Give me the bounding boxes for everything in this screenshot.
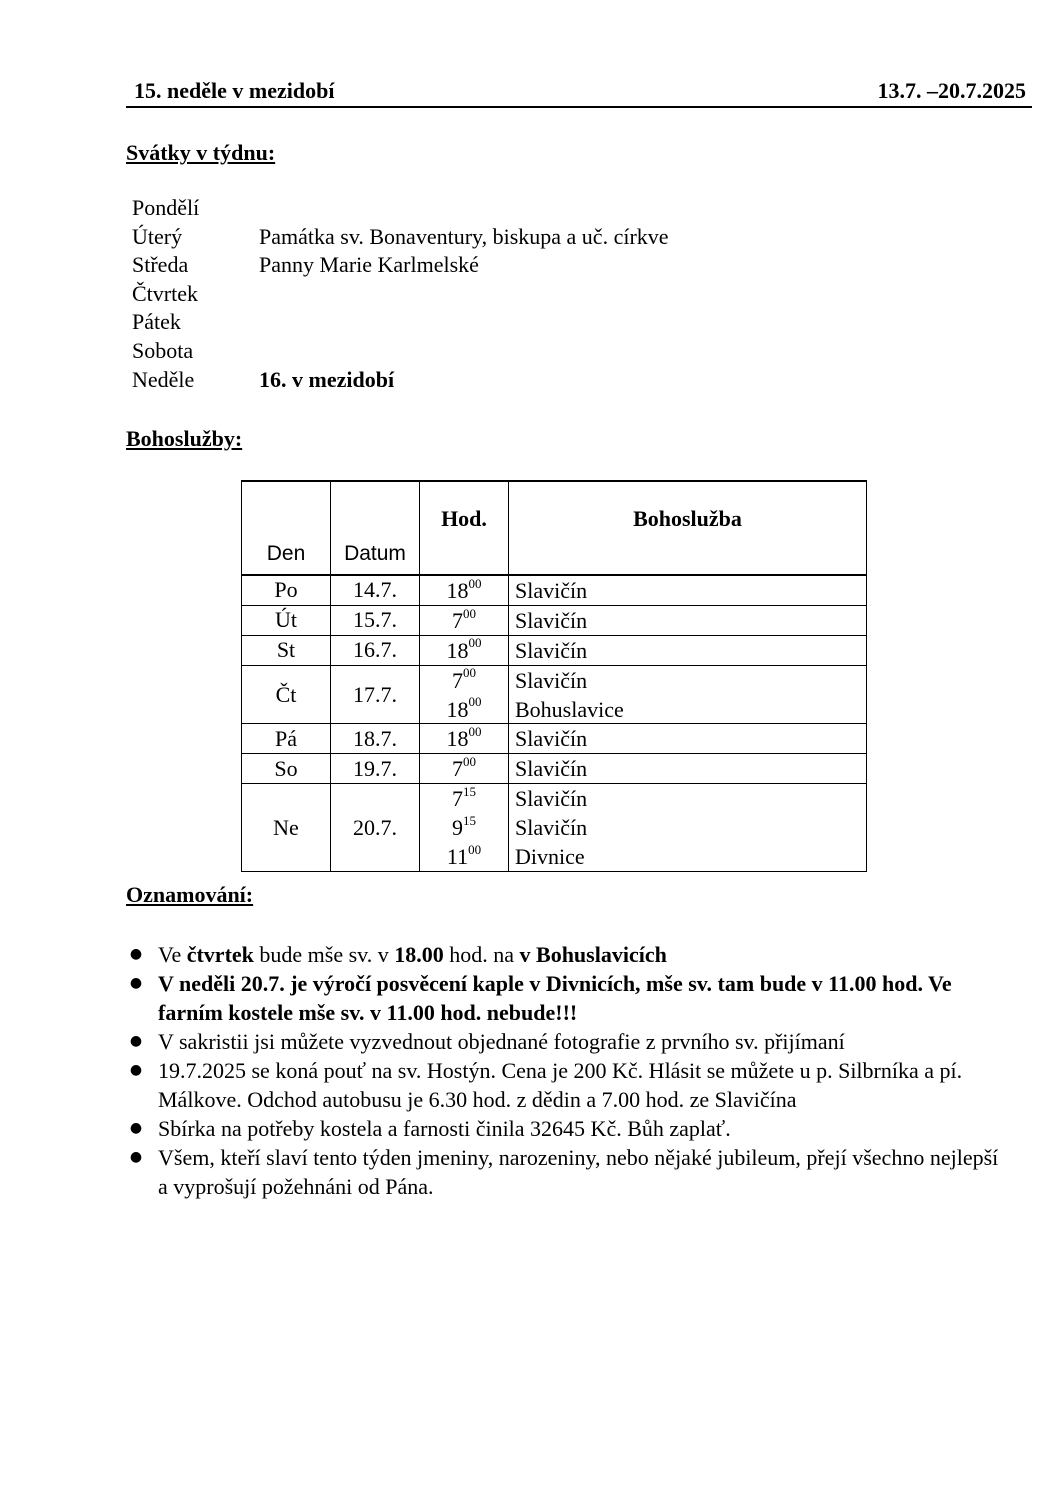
service-time — [420, 576, 508, 605]
cell-hod — [420, 605, 509, 635]
services-body — [242, 575, 867, 871]
service-minutes: 00 — [468, 635, 482, 651]
header-bohosluzba: Bohoslužba — [509, 481, 867, 575]
cell-datum: 15.7. — [331, 605, 420, 635]
announcement-text: Všem, kteří slaví tento týden jmeniny, narozeniny, nebo nějaké jubileum, přejí všechno nejlepší a vyprošují požehnáni od Pána. — [158, 1145, 999, 1199]
service-place: Slavičín — [515, 607, 588, 633]
table-row — [242, 605, 867, 635]
feasts-title: Svátky v týdnu: — [126, 140, 276, 165]
announcement-text: bude mše sv. v — [253, 942, 395, 967]
service-minutes: 00 — [468, 841, 482, 857]
feast-name: Památka sv. Bonaventury, biskupa a uč. církve — [259, 223, 669, 249]
service-hour: 7 — [452, 607, 463, 633]
service-time — [420, 636, 508, 665]
header-hod: Hod. — [420, 481, 509, 575]
cell-datum: 18.7. — [331, 724, 420, 754]
page-title: 15. neděle v mezidobí — [134, 78, 335, 103]
service-hour: 9 — [452, 815, 463, 841]
cell-den: Pá — [242, 724, 331, 754]
announcement-text: V neděli 20.7. je výročí posvěcení kaple v Divnicích, mše sv. tam bude v 11.00 hod. Ve farním kostele mše sv. v 11.00 hod. nebude!!! — [158, 971, 952, 1025]
table-row — [242, 724, 867, 754]
cell-den: So — [242, 754, 331, 784]
table-row — [242, 665, 867, 724]
service-place: Slavičín — [515, 667, 588, 693]
service-place: Slavičín — [515, 578, 588, 603]
cell-bohosluzba — [509, 665, 867, 724]
cell-datum: 20.7. — [331, 784, 420, 872]
announcement-text: čtvrtek — [186, 942, 254, 967]
service-hour: 18 — [446, 696, 469, 722]
cell-hod — [420, 575, 509, 605]
table-row — [242, 784, 867, 872]
cell-den: St — [242, 635, 331, 665]
feast-row — [132, 337, 669, 366]
feast-row — [132, 194, 669, 223]
cell-den: Čt — [242, 665, 331, 724]
service-time — [420, 754, 508, 783]
feast-day: Středa — [132, 252, 189, 278]
service-minutes: 00 — [468, 724, 482, 740]
announcements-list — [126, 940, 1006, 1201]
list-item — [126, 1027, 1006, 1056]
service-time — [420, 784, 508, 813]
service-time — [420, 606, 508, 635]
service-hour: 7 — [452, 756, 463, 782]
bullet-icon: ● — [129, 1033, 143, 1049]
feast-day: Pondělí — [132, 195, 200, 220]
cell-hod — [420, 754, 509, 784]
service-hour: 18 — [446, 637, 469, 663]
page-header — [126, 76, 1032, 108]
service-time — [420, 813, 508, 842]
feast-name: 16. v mezidobí — [259, 366, 395, 392]
announcement-text: 19.7.2025 se koná pouť na sv. Hostýn. Cena je 200 Kč. Hlásit se můžete u p. Silbrníka a pí. Málkove. Odchod autobusu je 6.30 hod. z dědin a 7.00 hod. ze Slavičína — [158, 1058, 963, 1112]
bullet-icon: ● — [129, 975, 143, 991]
services-table — [241, 480, 867, 872]
cell-den: Ne — [242, 784, 331, 872]
cell-bohosluzba — [509, 754, 867, 784]
service-time — [420, 695, 508, 724]
service-hour: 7 — [452, 786, 463, 812]
service-place: Slavičín — [515, 786, 588, 812]
feast-day: Čtvrtek — [132, 280, 198, 306]
announcement-text: Sbírka na potřeby kostela a farnosti činila 32645 Kč. Bůh zaplať. — [158, 1116, 731, 1141]
announcement-text: 18.00 — [394, 942, 444, 967]
table-row — [242, 754, 867, 784]
service-place: Slavičín — [515, 637, 588, 663]
table-header-row — [242, 481, 867, 575]
service-minutes: 15 — [463, 812, 476, 828]
feast-row — [132, 223, 669, 252]
service-minutes: 15 — [463, 783, 476, 799]
bullet-icon: ● — [129, 1062, 143, 1078]
service-place: Slavičín — [515, 815, 588, 841]
table-row — [242, 635, 867, 665]
service-place: Slavičín — [515, 756, 588, 782]
feast-row — [132, 251, 669, 280]
table-row — [242, 575, 867, 605]
bullet-icon: ● — [129, 1149, 143, 1165]
cell-hod — [420, 724, 509, 754]
cell-datum: 19.7. — [331, 754, 420, 784]
list-item — [126, 940, 1006, 969]
cell-hod — [420, 784, 509, 872]
service-time — [420, 666, 508, 695]
service-minutes: 00 — [463, 665, 476, 681]
header-datum: Datum — [331, 481, 420, 575]
service-hour: 11 — [446, 844, 469, 870]
feast-day: Úterý — [132, 223, 183, 249]
list-item — [126, 1114, 1006, 1143]
feast-day: Neděle — [132, 366, 195, 392]
feast-row — [132, 366, 669, 395]
cell-bohosluzba — [509, 635, 867, 665]
service-minutes: 00 — [468, 575, 482, 591]
cell-bohosluzba — [509, 605, 867, 635]
services-title: Bohoslužby: — [126, 426, 243, 451]
bullet-icon: ● — [129, 1120, 143, 1136]
feast-name: Panny Marie Karlmelské — [259, 252, 479, 278]
feast-row — [132, 280, 669, 309]
cell-bohosluzba — [509, 724, 867, 754]
service-hour: 7 — [452, 667, 463, 693]
cell-hod — [420, 635, 509, 665]
cell-datum: 17.7. — [331, 665, 420, 724]
service-hour: 18 — [446, 578, 469, 603]
cell-den: Po — [242, 575, 331, 605]
cell-datum: 14.7. — [331, 575, 420, 605]
cell-bohosluzba — [509, 575, 867, 605]
announcement-text: V sakristii jsi můžete vyzvednout objednané fotografie z prvního sv. přijímaní — [158, 1029, 845, 1054]
feast-day: Sobota — [132, 337, 194, 363]
announcement-text: hod. na — [443, 942, 520, 967]
service-minutes: 00 — [463, 754, 476, 770]
cell-den: Út — [242, 605, 331, 635]
feast-row — [132, 308, 669, 337]
cell-hod — [420, 665, 509, 724]
cell-datum: 16.7. — [331, 635, 420, 665]
announcement-text: Ve — [158, 942, 187, 967]
service-minutes: 00 — [463, 605, 476, 621]
header-den: Den — [242, 481, 331, 575]
announcement-text: v Bohuslavicích — [519, 942, 667, 967]
list-item — [126, 1143, 1006, 1201]
service-hour: 18 — [446, 726, 469, 752]
feast-list — [132, 194, 669, 394]
service-minutes: 00 — [468, 694, 482, 710]
announcements-title: Oznamování: — [126, 882, 254, 907]
date-range: 13.7. –20.7.2025 — [877, 78, 1026, 103]
cell-bohosluzba — [509, 784, 867, 872]
list-item — [126, 969, 1006, 1027]
service-time — [420, 842, 508, 871]
feast-day: Pátek — [132, 309, 181, 335]
service-place: Divnice — [515, 844, 585, 870]
list-item — [126, 1056, 1006, 1114]
bullet-icon: ● — [129, 946, 143, 962]
service-place: Bohuslavice — [515, 696, 624, 722]
service-time — [420, 724, 508, 753]
service-place: Slavičín — [515, 726, 588, 752]
